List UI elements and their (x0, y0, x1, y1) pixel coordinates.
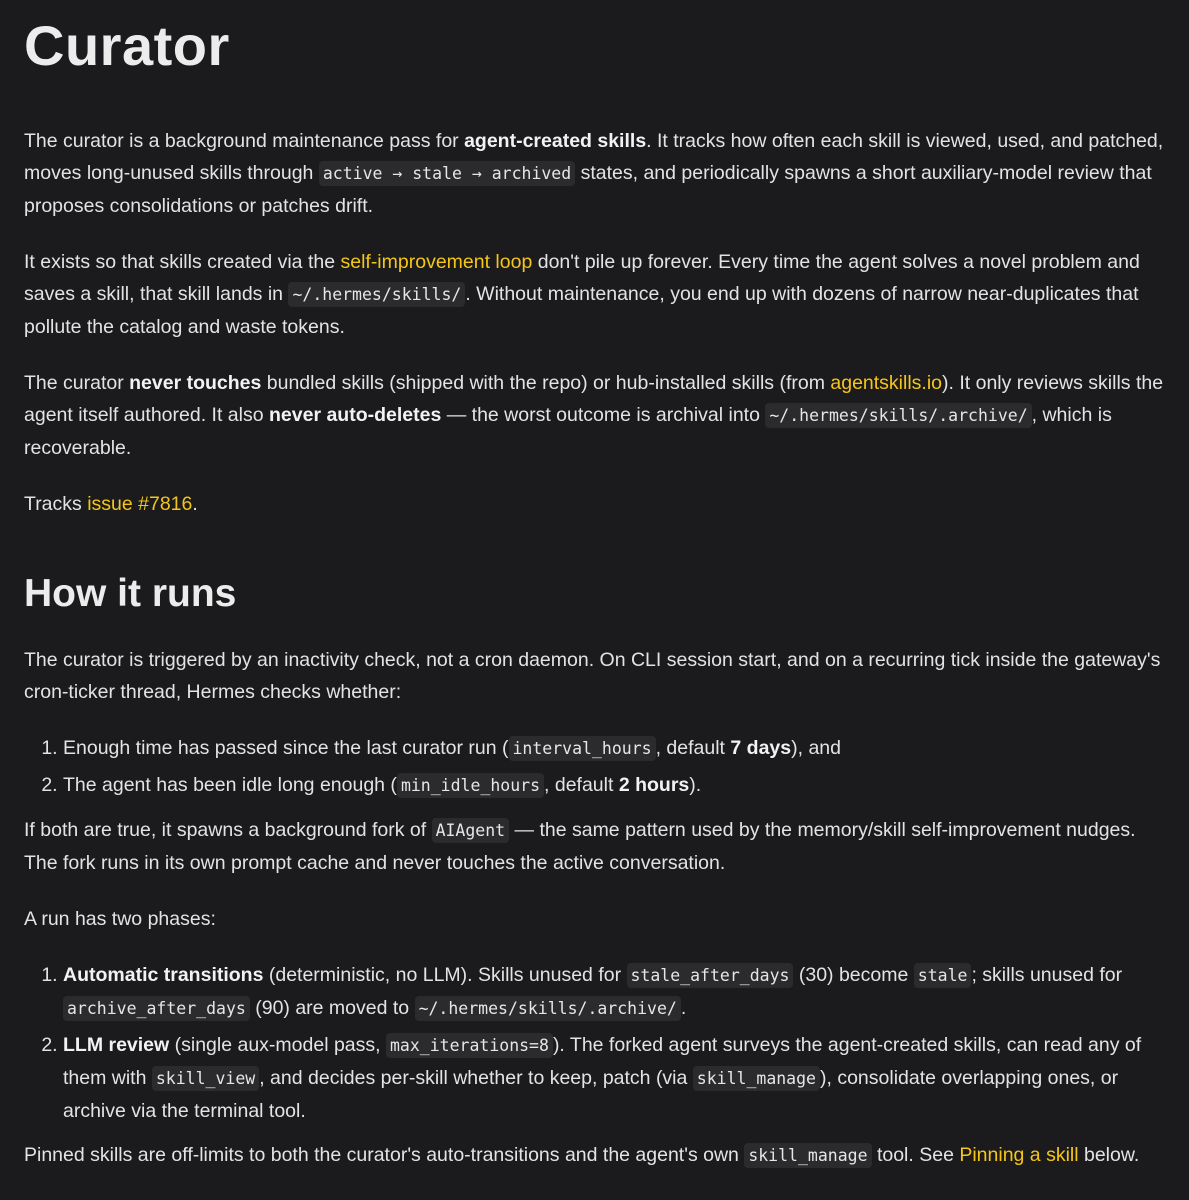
intro-text-1: The curator is a background maintenance pass for (24, 130, 465, 152)
scope-paragraph (24, 367, 1165, 464)
code-min-idle-hours: min_idle_hours (397, 773, 544, 798)
condition-text-1: Enough time has passed since the last curator run ( (63, 737, 509, 759)
phase-text-1: (single aux-model pass, (169, 1034, 386, 1056)
code-archive-after-days: archive_after_days (63, 996, 250, 1021)
intro-bold-agent-created-skills: agent-created skills (464, 130, 647, 152)
tracks-text-1: Tracks (24, 493, 88, 515)
purpose-code-skills-dir: ~/.hermes/skills/ (288, 282, 465, 307)
code-max-iterations: max_iterations=8 (386, 1033, 553, 1058)
purpose-text-1: It exists so that skills created via the (24, 251, 341, 273)
phase-text-1: (deterministic, no LLM). Skills unused for (263, 964, 627, 986)
agentskills-link[interactable]: agentskills.io (830, 372, 943, 394)
scope-code-archive-dir: ~/.hermes/skills/.archive/ (765, 403, 1031, 428)
code-stale-after-days: stale_after_days (627, 963, 794, 988)
code-skill-manage: skill_manage (693, 1066, 820, 1091)
pinned-text-3: below. (1078, 1144, 1140, 1166)
phases-intro-paragraph: A run has two phases: (24, 908, 216, 930)
code-aiagent: AIAgent (432, 818, 510, 843)
issue-link[interactable]: issue #7816 (87, 493, 193, 515)
phase-text-2: (30) become (793, 964, 914, 986)
intro-code-states: active → stale → archived (319, 161, 575, 186)
condition-text-3: ), and (791, 737, 841, 759)
scope-text-5: , which is recoverable. (24, 404, 1112, 459)
pinned-text-1: Pinned skills are off-limits to both the curator's auto-transitions and the agent's own (24, 1144, 745, 1166)
fork-text-2: — the same pattern used by the memory/skill self-improvement nudges. The fork runs in its own prompt cache and never touches the active conversation. (24, 819, 1136, 874)
list-item (63, 959, 1165, 1025)
pinning-a-skill-link[interactable]: Pinning a skill (959, 1144, 1079, 1166)
pinned-text-2: tool. See (871, 1144, 960, 1166)
self-improvement-loop-link[interactable]: self-improvement loop (340, 251, 533, 273)
conditions-list (24, 732, 1165, 802)
fork-text-1: If both are true, it spawns a background fork of (24, 819, 432, 841)
tracks-text-2: . (192, 493, 198, 515)
pinned-paragraph (24, 1139, 1165, 1172)
condition-text-3: ). (689, 774, 702, 796)
scope-bold-never-touches: never touches (129, 372, 262, 394)
condition-bold-7-days: 7 days (730, 737, 792, 759)
condition-text-2: , default (544, 774, 619, 796)
code-interval-hours: interval_hours (509, 736, 656, 761)
phase-text-4: ), consolidate overlapping ones, or archive via the terminal tool. (63, 1067, 1119, 1122)
phases-list (24, 959, 1165, 1127)
condition-bold-2-hours: 2 hours (618, 774, 690, 796)
phase-text-3: ; skills unused for (971, 964, 1123, 986)
scope-text-3: ). It only reviews skills the agent itself authored. It also (24, 372, 1164, 426)
tracks-paragraph (24, 488, 1165, 520)
phase-bold-llm-review: LLM review (63, 1034, 170, 1056)
condition-text-2: , default (655, 737, 731, 759)
phase-bold-automatic-transitions: Automatic transitions (63, 964, 264, 986)
scope-bold-never-auto-deletes: never auto-deletes (269, 404, 442, 426)
code-skill-manage: skill_manage (744, 1143, 871, 1168)
list-item (63, 1029, 1165, 1127)
list-item (63, 769, 1165, 802)
page-title: Curator (24, 14, 230, 77)
phase-text-5: . (680, 997, 687, 1019)
intro-paragraph (24, 125, 1165, 222)
list-item (63, 732, 1165, 765)
section-heading-how-it-runs: How it runs (24, 572, 237, 615)
code-stale: stale (914, 963, 972, 988)
scope-text-2: bundled skills (shipped with the repo) or hub-installed skills (from (261, 372, 831, 394)
phase-text-3: , and decides per-skill whether to keep, patch (via (259, 1067, 693, 1089)
phase-text-2: ). The forked agent surveys the agent-created skills, can read any of them with (63, 1034, 1142, 1089)
scope-text-1: The curator (24, 372, 130, 394)
phase-text-4: (90) are moved to (249, 997, 415, 1019)
intro-text-2: . It tracks how often each skill is viewed, used, and patched, moves long-unused skills through (24, 130, 1164, 184)
scope-text-4: — the worst outcome is archival into (441, 404, 766, 426)
fork-paragraph (24, 814, 1165, 879)
code-archive-dir: ~/.hermes/skills/.archive/ (415, 996, 681, 1021)
purpose-text-2: don't pile up forever. Every time the agent solves a novel problem and saves a skill, that skill lands in (24, 251, 1140, 305)
condition-text-1: The agent has been idle long enough ( (63, 774, 397, 796)
trigger-paragraph: The curator is triggered by an inactivity check, not a cron daemon. On CLI session start, and on a recurring tick inside the gateway's cron-ticker thread, Hermes checks whether: (24, 649, 1161, 703)
intro-text-3: states, and periodically spawns a short auxiliary-model review that proposes consolidations or patches drift. (24, 162, 1152, 217)
purpose-paragraph (24, 246, 1165, 343)
code-skill-view: skill_view (152, 1066, 259, 1091)
purpose-text-3: . Without maintenance, you end up with dozens of narrow near-duplicates that pollute the catalog and waste tokens. (24, 283, 1139, 338)
